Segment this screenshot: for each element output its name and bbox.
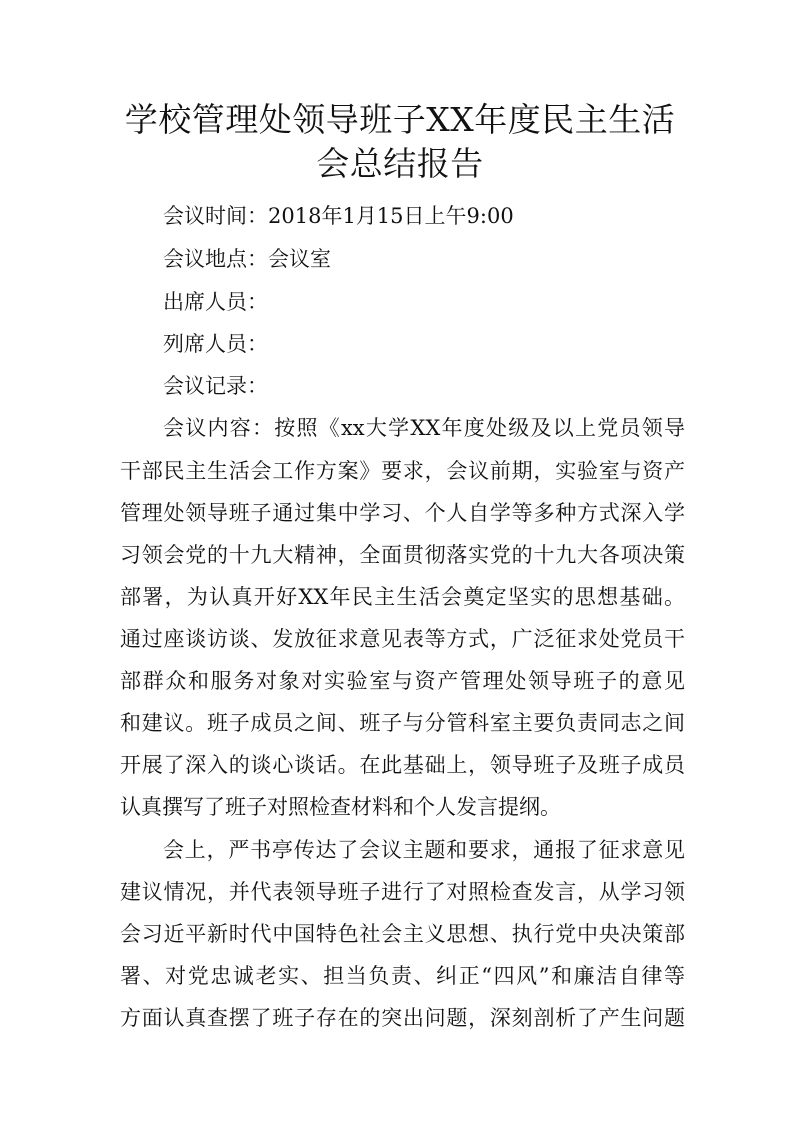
paragraph-line: 建议情况，并代表领导班子进行了对照检查发言，从学习领 — [120, 880, 685, 904]
paragraph-line: 部署，为认真开好XX年民主生活会奠定坚实的思想基础。 — [120, 585, 685, 609]
paragraph-line: 会习近平新时代中国特色社会主义思想、执行党中央决策部 — [120, 922, 685, 946]
paragraph-line: 通过座谈访谈、发放征求意见表等方式，广泛征求处党员干 — [120, 627, 685, 651]
paragraph-line: 部群众和服务对象对实验室与资产管理处领导班子的意见 — [120, 669, 685, 693]
paragraph-line: 会议内容：按照《xx大学XX年度处级及以上党员领导 — [163, 416, 685, 440]
paragraph-line: 干部民主生活会工作方案》要求，会议前期，实验室与资产 — [120, 459, 685, 483]
meeting-observers: 列席人员： — [163, 332, 268, 356]
document-title: 学校管理处领导班子XX年度民主生活会总结报告 — [124, 100, 676, 183]
paragraph-line: 管理处领导班子通过集中学习、个人自学等多种方式深入学 — [120, 501, 685, 525]
paragraph-line: 会上，严书亭传达了会议主题和要求，通报了征求意见 — [163, 838, 685, 862]
meeting-attendees: 出席人员： — [163, 290, 268, 314]
meeting-time: 会议时间：2018年1月15日上午9:00 — [163, 204, 514, 228]
paragraph-line: 认真撰写了班子对照检查材料和个人发言提纲。 — [120, 795, 561, 819]
paragraph-line: 习领会党的十九大精神，全面贯彻落实党的十九大各项决策 — [120, 543, 685, 567]
meeting-recorder: 会议记录： — [163, 374, 268, 398]
paragraph-line: 署、对党忠诚老实、担当负责、纠正“四风”和廉洁自律等 — [120, 964, 685, 988]
paragraph-line: 和建议。班子成员之间、班子与分管科室主要负责同志之间 — [120, 711, 685, 735]
paragraph-line: 方面认真查摆了班子存在的突出问题，深刻剖析了产生问题 — [120, 1006, 685, 1030]
meeting-place: 会议地点：会议室 — [163, 247, 331, 271]
paragraph-line: 开展了深入的谈心谈话。在此基础上，领导班子及班子成员 — [120, 753, 685, 777]
